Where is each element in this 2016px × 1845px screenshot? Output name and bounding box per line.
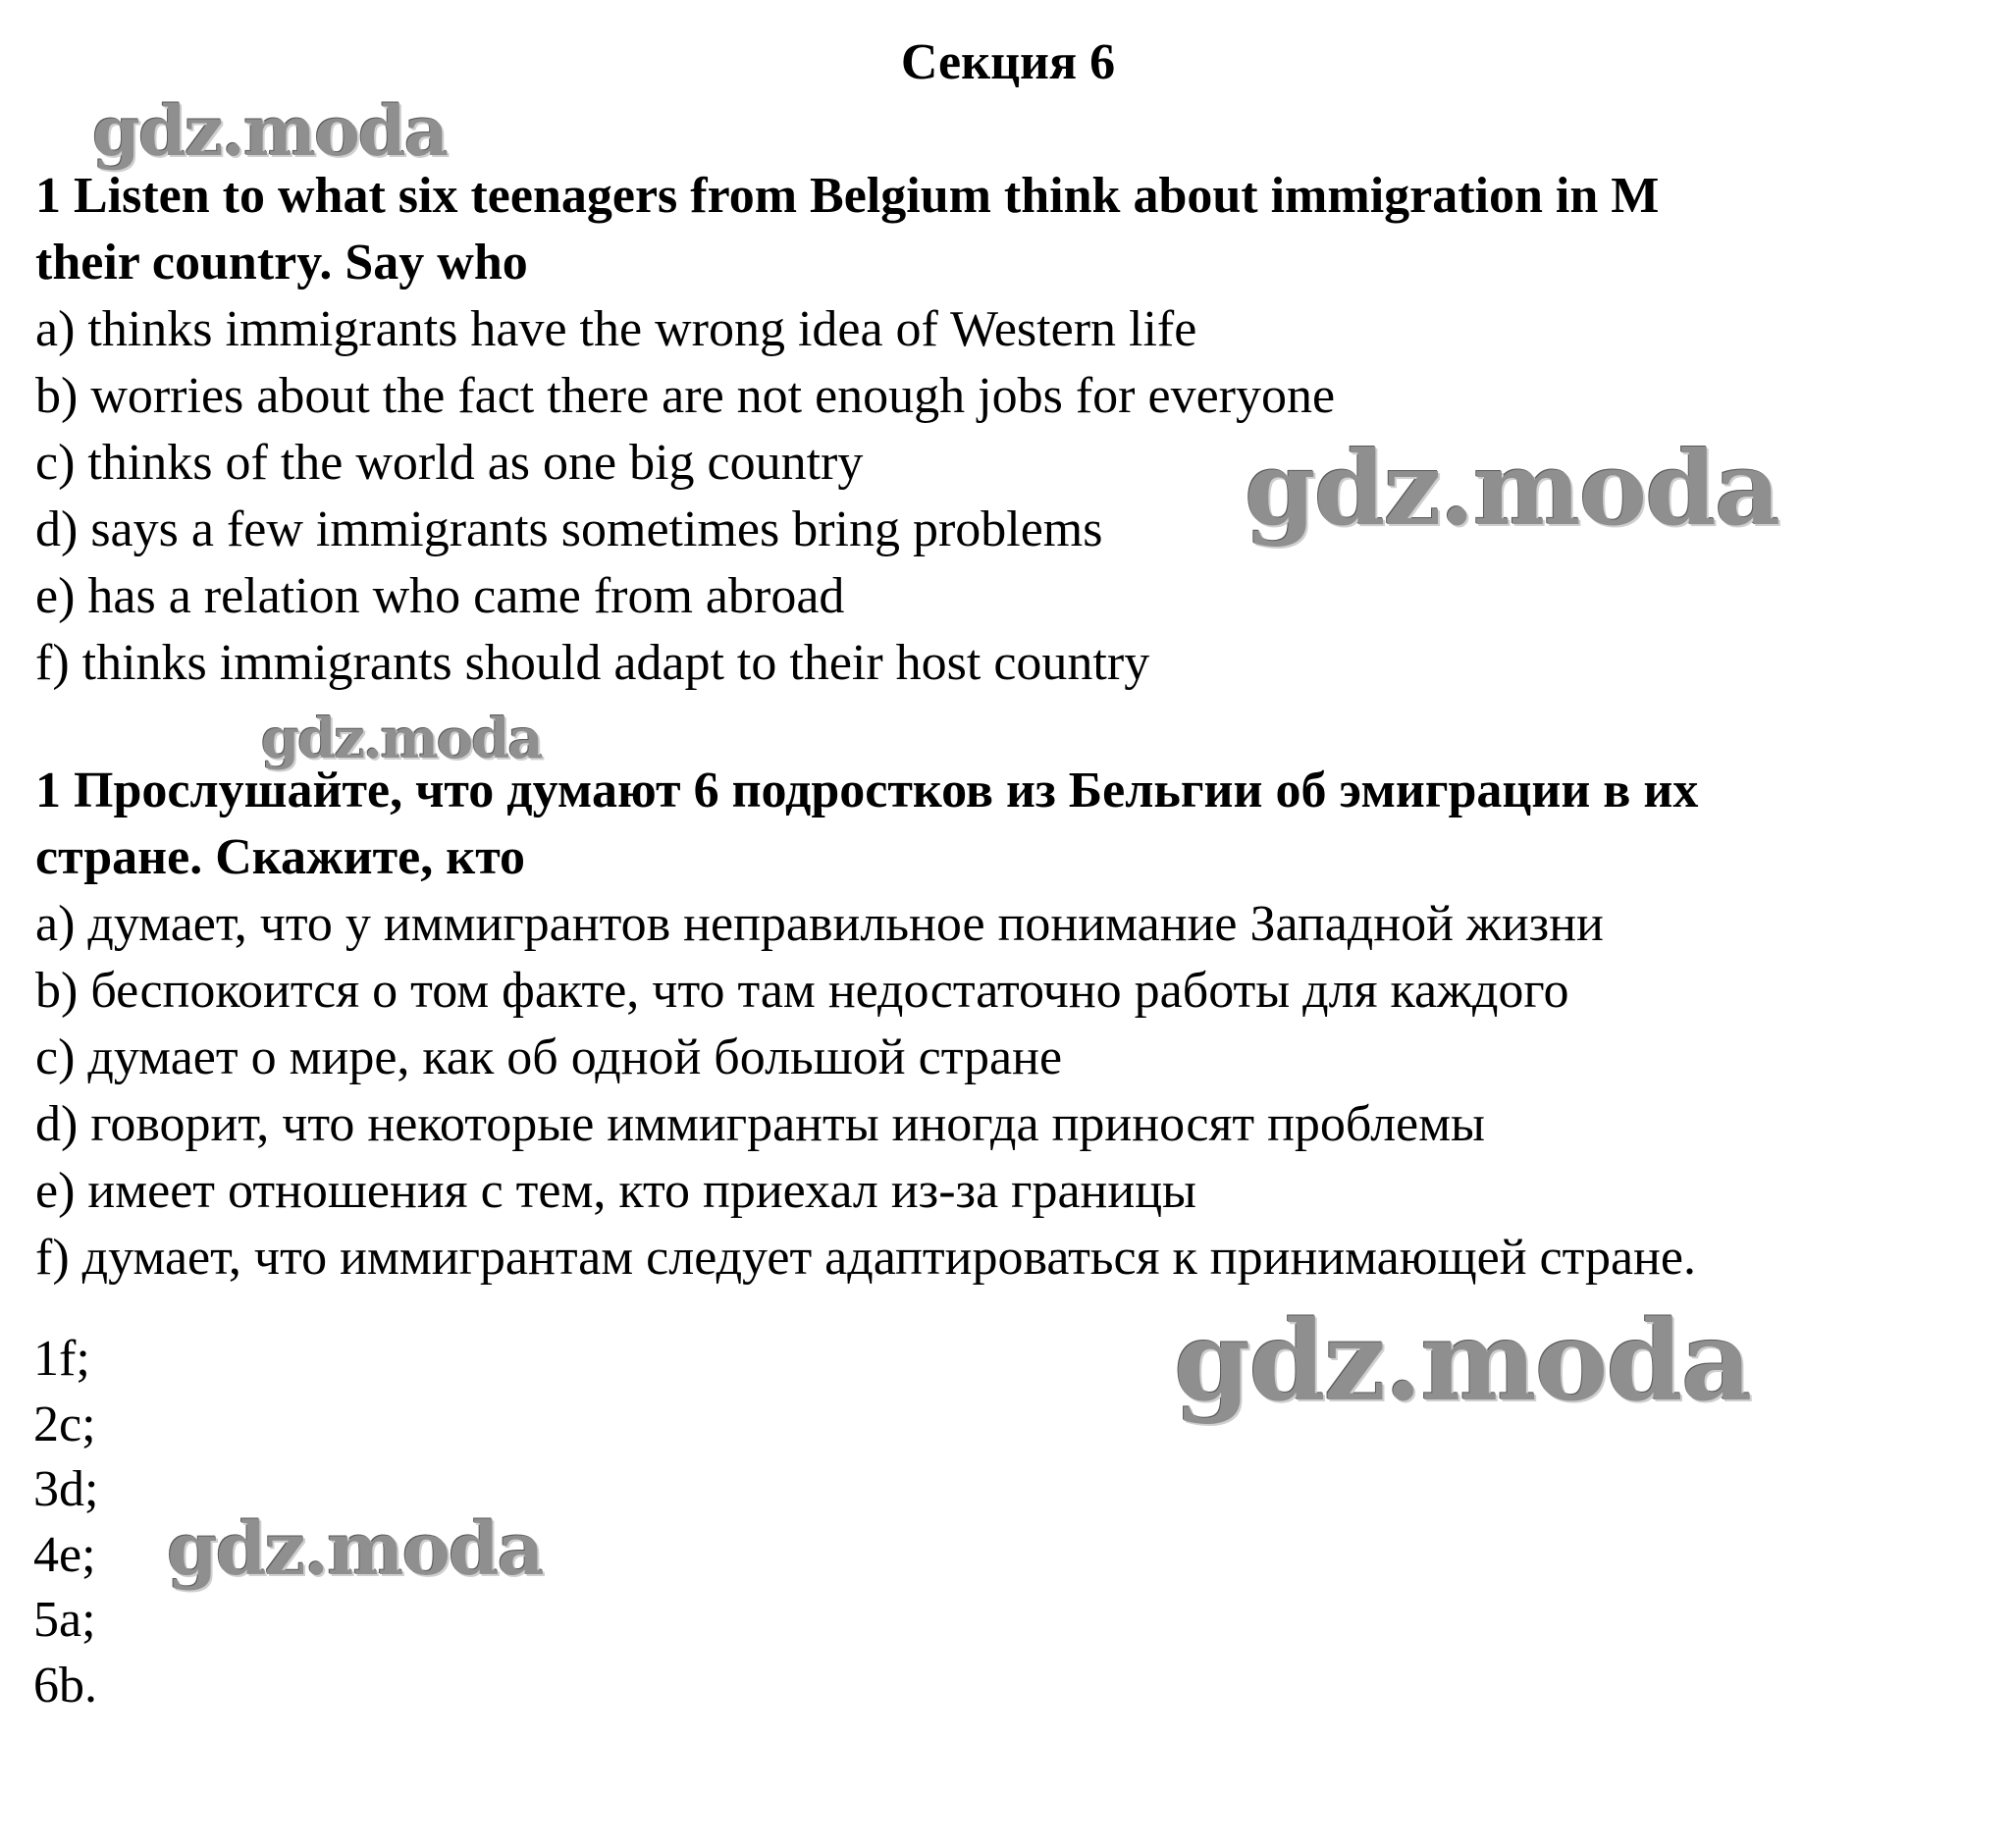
watermark: gdz.moda: [167, 1507, 543, 1592]
list-item: c) thinks of the world as one big country: [35, 435, 864, 491]
task-english: [35, 163, 1989, 697]
watermark: gdz.moda: [261, 707, 542, 771]
list-item: d) says a few immigrants sometimes bring problems: [35, 501, 1103, 557]
list-item: e) имеет отношения с тем, кто приехал из-за границы: [35, 1163, 1196, 1219]
answer-item: 5a;: [33, 1592, 96, 1648]
list-item: f) thinks immigrants should adapt to their host country: [35, 635, 1150, 691]
page-title: Секция 6: [900, 34, 1116, 90]
task-heading: 1 Прослушайте, что думают 6 подростков из Бельгии об эмиграции в их: [35, 763, 1699, 818]
task-heading: their country. Say who: [35, 235, 528, 290]
answer-item: 3d;: [33, 1461, 99, 1517]
answer-item: 6b.: [33, 1657, 97, 1713]
list-item: a) thinks immigrants have the wrong idea of Western life: [35, 301, 1197, 357]
answers-list: [33, 1327, 98, 1718]
task-heading: стране. Скажите, кто: [35, 829, 526, 885]
watermark: gdz.moda: [1174, 1297, 1751, 1426]
answer-item: 2c;: [33, 1396, 96, 1452]
list-item: f) думает, что иммигрантам следует адаптироваться к принимающей стране.: [35, 1230, 1696, 1286]
answer-item: 1f;: [33, 1331, 90, 1387]
list-item: b) worries about the fact there are not enough jobs for everyone: [35, 368, 1336, 424]
watermark: gdz.moda: [1245, 428, 1779, 549]
task-heading: 1 Listen to what six teenagers from Belgium think about immigration in M: [35, 168, 1660, 224]
watermark: gdz.moda: [92, 90, 448, 172]
task-russian: [35, 758, 1989, 1292]
list-item: b) беспокоится о том факте, что там недостаточно работы для каждого: [35, 963, 1569, 1019]
answer-item: 4e;: [33, 1526, 96, 1583]
list-item: d) говорит, что некоторые иммигранты иногда приносят проблемы: [35, 1096, 1485, 1152]
list-item: c) думает о мире, как об одной большой стране: [35, 1029, 1063, 1085]
list-item: e) has a relation who came from abroad: [35, 568, 845, 624]
list-item: a) думает, что у иммигрантов неправильное понимание Западной жизни: [35, 896, 1604, 952]
